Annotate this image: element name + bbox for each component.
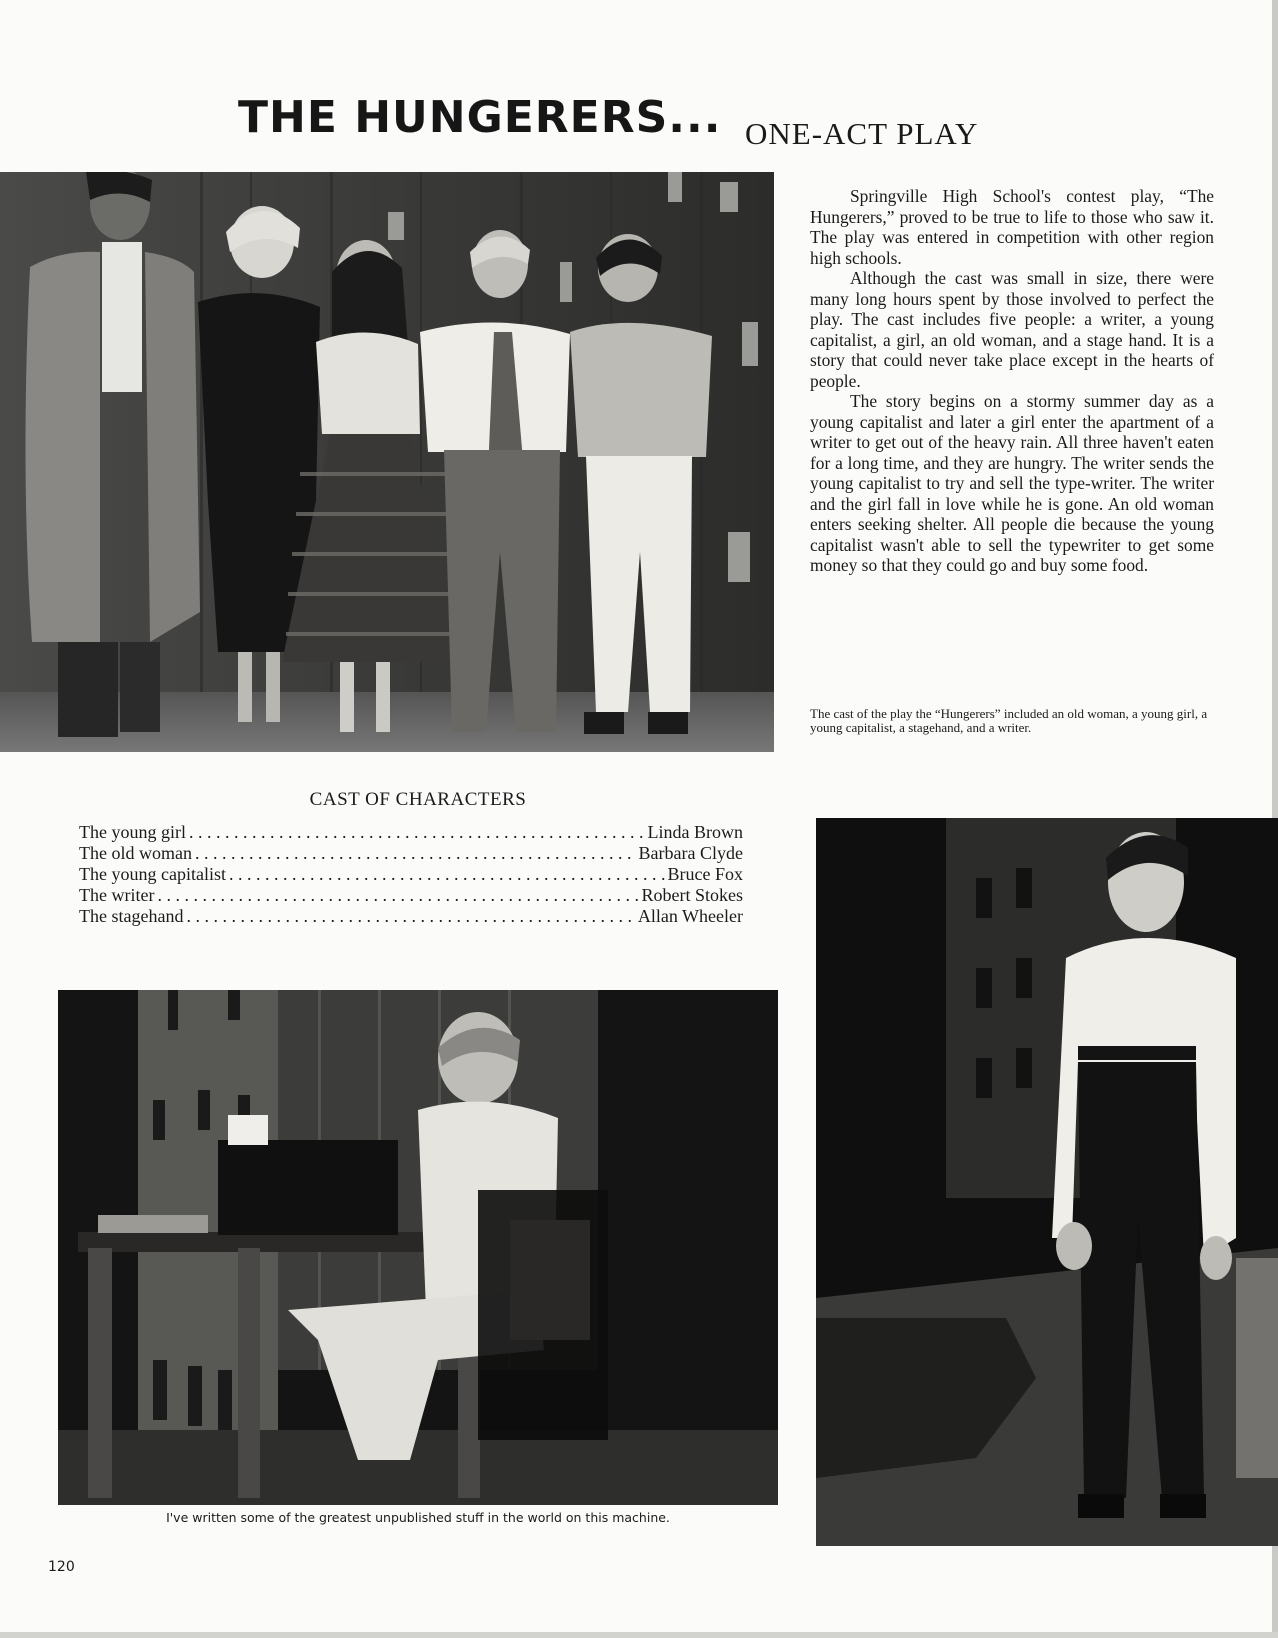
cast-heading: CAST OF CHARACTERS	[309, 789, 527, 810]
cast-role: The old woman	[79, 843, 192, 863]
cast-photo-caption: The cast of the play the “Hungerers” included an old woman, a young girl, a young capitalist, a stagehand, and a writer.	[810, 706, 1208, 735]
writer-photo-caption: I've written some of the greatest unpublished stuff in the world on this machine.	[166, 1510, 670, 1525]
page-number: 120	[48, 1559, 75, 1575]
cast-row	[79, 906, 743, 927]
page-subtitle: ONE-ACT PLAY	[745, 116, 979, 151]
cast-group-photo	[0, 172, 774, 752]
page-title: THE HUNGERERS...	[238, 92, 722, 143]
cast-list	[79, 822, 743, 927]
cast-row	[79, 885, 743, 906]
cast-actor: Robert Stokes	[641, 885, 743, 905]
story-text	[810, 186, 1214, 576]
cast-row	[79, 843, 743, 864]
cast-actor: Linda Brown	[647, 822, 743, 842]
cast-actor: Bruce Fox	[667, 864, 743, 884]
leader-dots	[229, 864, 665, 885]
cast-role: The writer	[79, 885, 155, 905]
leader-dots	[189, 822, 645, 843]
story-paragraph: Although the cast was small in size, there were many long hours spent by those involved to perfect the play. The cast includes five people: a writer, a young capitalist, a girl, an old woman, and a stage hand. It is a story that could never take place except in the hearts of people.	[810, 268, 1214, 391]
story-paragraph: Springville High School's contest play, “The Hungerers,” proved to be true to life to those who saw it. The play was entered in competition with other region high schools.	[810, 186, 1214, 268]
cast-row	[79, 864, 743, 885]
leader-dots	[157, 885, 638, 906]
writer-typewriter-photo	[58, 990, 778, 1505]
cast-actor: Allan Wheeler	[637, 906, 743, 926]
cast-role: The stagehand	[79, 906, 184, 926]
story-paragraph: The story begins on a stormy summer day as a young capitalist and later a girl enter the apartment of a writer to get out of the heavy rain. All three haven't eaten for a long time, and they are hungry. The writer sends the young capitalist to try and sell the type-writer. The writer and the girl fall in love while he is gone. An old woman enters seeking shelter. All people die because the young capitalist wasn't able to sell the typewriter to get some money so that they could go and buy some food.	[810, 391, 1214, 575]
leader-dots	[195, 843, 636, 864]
cast-actor: Barbara Clyde	[638, 843, 743, 863]
leader-dots	[186, 906, 634, 927]
cast-row	[79, 822, 743, 843]
cast-role: The young capitalist	[79, 864, 226, 884]
cast-role: The young girl	[79, 822, 186, 842]
page-edge-bottom	[0, 1632, 1278, 1638]
stagehand-photo	[816, 818, 1278, 1546]
